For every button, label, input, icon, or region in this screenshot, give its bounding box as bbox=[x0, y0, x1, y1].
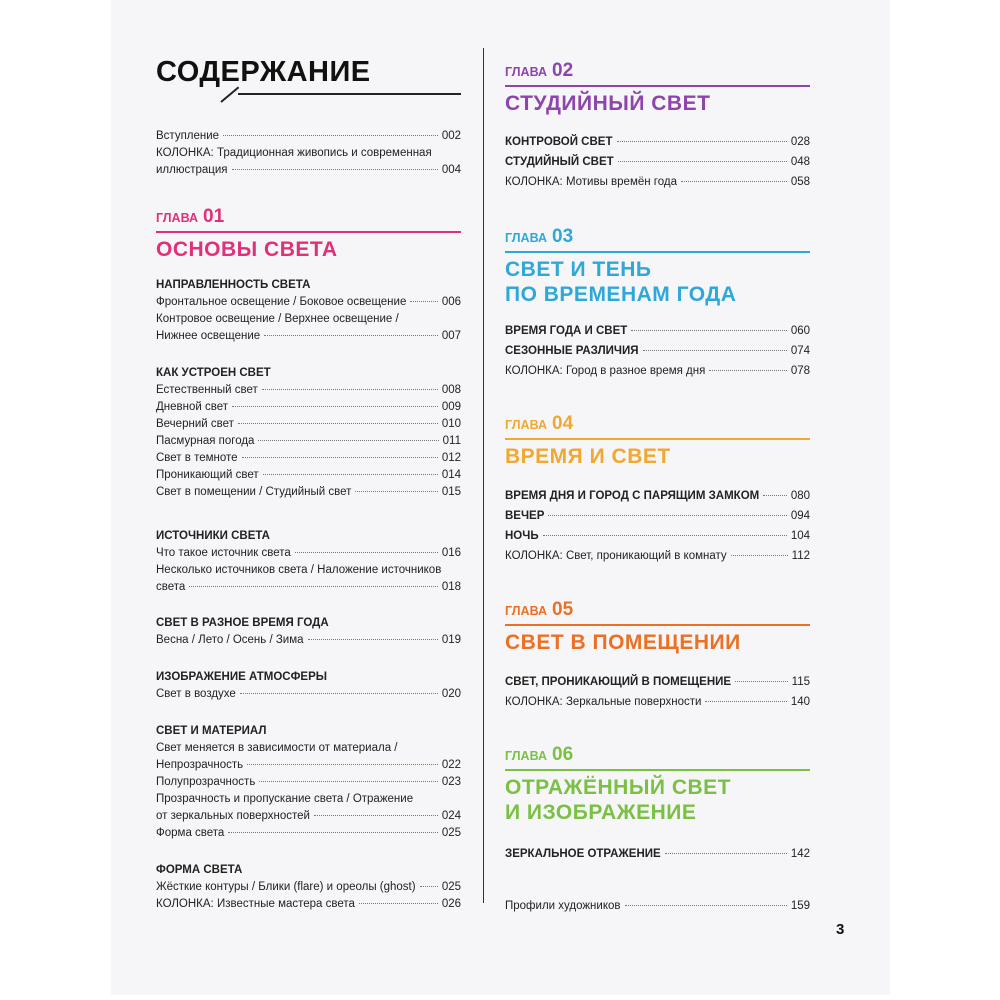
toc-entry[interactable]: Дневной свет 009 bbox=[156, 401, 461, 413]
entry-page: 159 bbox=[790, 900, 810, 912]
section-heading: ИЗОБРАЖЕНИЕ АТМОСФЕРЫ bbox=[156, 671, 327, 683]
chapter-number: 01 bbox=[203, 206, 225, 227]
chapter-title[interactable] bbox=[505, 257, 810, 307]
toc-entry[interactable] bbox=[505, 152, 810, 172]
chapter-title[interactable] bbox=[505, 775, 810, 825]
toc-entry[interactable]: Форма света 025 bbox=[156, 827, 461, 839]
entry-text: ВРЕМЯ ГОДА И СВЕТ bbox=[505, 325, 628, 337]
chapter-05-header bbox=[505, 599, 810, 655]
chapter-label bbox=[505, 413, 810, 435]
toc-entry[interactable]: Вечерний свет 010 bbox=[156, 418, 461, 430]
chapter-title-line: ПО ВРЕМЕНАМ ГОДА bbox=[505, 283, 737, 306]
chapter-label bbox=[505, 226, 810, 248]
chapter-03-header bbox=[505, 226, 810, 307]
entry-page: 060 bbox=[790, 325, 810, 337]
section-form bbox=[156, 861, 461, 913]
toc-entry[interactable]: Свет меняется в зависимости от материала / Непрозрачность 022 bbox=[156, 742, 461, 771]
section-heading: СВЕТ В РАЗНОЕ ВРЕМЯ ГОДА bbox=[156, 617, 329, 629]
section-light-sources bbox=[156, 527, 461, 596]
toc-entry[interactable] bbox=[505, 546, 810, 566]
entry-text: КОЛОНКА: Мотивы времён года bbox=[505, 176, 677, 188]
toc-entry[interactable]: Пасмурная погода 011 bbox=[156, 435, 461, 447]
entry-page: 080 bbox=[790, 490, 810, 502]
section-heading: СВЕТ И МАТЕРИАЛ bbox=[156, 725, 267, 737]
chapter-title-line: И ИЗОБРАЖЕНИЕ bbox=[505, 801, 697, 824]
toc-entry[interactable] bbox=[505, 341, 810, 361]
entry-text: Вступление bbox=[156, 130, 220, 142]
chapter-label bbox=[505, 599, 810, 621]
toc-entry[interactable]: Прозрачность и пропускание света / Отражение от зеркальных поверхностей 024 bbox=[156, 793, 461, 822]
section-heading: ФОРМА СВЕТА bbox=[156, 864, 243, 876]
entry-page: 028 bbox=[790, 136, 810, 148]
chapter-number: 03 bbox=[552, 226, 574, 247]
toc-entry[interactable]: Проникающий свет 014 bbox=[156, 469, 461, 481]
entry-text: Профили художников bbox=[505, 900, 621, 912]
chapter-title[interactable] bbox=[505, 91, 810, 116]
section-heading: НАПРАВЛЕННОСТЬ СВЕТА bbox=[156, 279, 311, 291]
chapter-word: ГЛАВА bbox=[505, 749, 548, 763]
chapter-title-line: ОСНОВЫ СВЕТА bbox=[156, 238, 338, 261]
entry-text: СВЕТ, ПРОНИКАЮЩИЙ В ПОМЕЩЕНИЕ bbox=[505, 676, 732, 688]
section-heading: ИСТОЧНИКИ СВЕТА bbox=[156, 530, 270, 542]
column-divider bbox=[483, 48, 484, 903]
chapter-title-line: СВЕТ И ТЕНЬ bbox=[505, 258, 652, 281]
section-seasons bbox=[156, 614, 461, 649]
entry-text-line1: КОЛОНКА: Традиционная живопись и современная bbox=[156, 147, 432, 159]
toc-entry[interactable] bbox=[505, 844, 810, 864]
chapter-word: ГЛАВА bbox=[505, 604, 548, 618]
chapter-title-line: СТУДИЙНЫЙ СВЕТ bbox=[505, 92, 711, 115]
chapter-06-contents bbox=[505, 844, 810, 864]
entry-page: 048 bbox=[790, 156, 810, 168]
chapter-05-contents bbox=[505, 672, 810, 712]
toc-entry[interactable] bbox=[505, 172, 810, 192]
chapter-number: 05 bbox=[552, 599, 574, 620]
entry-text: иллюстрация bbox=[156, 164, 228, 176]
entry-page: 142 bbox=[790, 848, 810, 860]
toc-entry[interactable] bbox=[505, 506, 810, 526]
toc-entry[interactable] bbox=[505, 692, 810, 712]
toc-entry[interactable] bbox=[505, 672, 810, 692]
chapter-rule bbox=[505, 438, 810, 440]
toc-entry[interactable]: Свет в воздухе 020 bbox=[156, 688, 461, 700]
chapter-04-header bbox=[505, 413, 810, 469]
section-heading: КАК УСТРОЕН СВЕТ bbox=[156, 367, 271, 379]
chapter-title-line: ОТРАЖЁННЫЙ СВЕТ bbox=[505, 776, 732, 799]
chapter-rule bbox=[505, 85, 810, 87]
chapter-04-contents bbox=[505, 486, 810, 566]
chapter-02-header bbox=[505, 60, 810, 116]
entry-page: 094 bbox=[790, 510, 810, 522]
toc-entry-intro[interactable] bbox=[156, 128, 461, 145]
entry-page: 112 bbox=[791, 550, 810, 562]
entry-page: 140 bbox=[790, 696, 810, 708]
toc-title: СОДЕРЖАНИЕ bbox=[156, 56, 371, 88]
chapter-title-line: СВЕТ В ПОМЕЩЕНИИ bbox=[505, 631, 741, 654]
entry-text: КОЛОНКА: Зеркальные поверхности bbox=[505, 696, 702, 708]
chapter-label bbox=[505, 60, 810, 82]
entry-page: 002 bbox=[441, 130, 461, 142]
toc-entry[interactable]: КОЛОНКА: Известные мастера света 026 bbox=[156, 898, 461, 910]
toc-entry[interactable] bbox=[505, 321, 810, 341]
toc-entry-artists[interactable] bbox=[505, 898, 810, 915]
entry-page: 074 bbox=[790, 345, 810, 357]
entry-text: НОЧЬ bbox=[505, 530, 539, 542]
entry-page: 115 bbox=[791, 676, 810, 688]
section-material bbox=[156, 722, 461, 842]
entry-page: 078 bbox=[790, 365, 810, 377]
chapter-03-contents bbox=[505, 321, 810, 381]
toc-entry[interactable]: Свет в помещении / Студийный свет 015 bbox=[156, 486, 461, 498]
toc-entry[interactable]: Свет в темноте 012 bbox=[156, 452, 461, 464]
chapter-title[interactable] bbox=[505, 630, 810, 655]
section-direction bbox=[156, 276, 461, 345]
toc-entry[interactable]: Что такое источник света 016 bbox=[156, 547, 461, 559]
toc-entry[interactable]: Весна / Лето / Осень / Зима 019 bbox=[156, 634, 461, 646]
entry-text: СТУДИЙНЫЙ СВЕТ bbox=[505, 156, 614, 168]
chapter-word: ГЛАВА bbox=[505, 231, 548, 245]
intro-block bbox=[156, 128, 461, 179]
toc-entry[interactable] bbox=[505, 526, 810, 546]
chapter-word: ГЛАВА bbox=[505, 65, 548, 79]
chapter-rule bbox=[505, 251, 810, 253]
chapter-label bbox=[156, 206, 461, 228]
entry-text: КОЛОНКА: Город в разное время дня bbox=[505, 365, 706, 377]
chapter-01-header bbox=[156, 206, 461, 262]
entry-page: 104 bbox=[790, 530, 810, 542]
chapter-word: ГЛАВА bbox=[156, 211, 199, 225]
chapter-rule bbox=[505, 624, 810, 626]
entry-text: ВЕЧЕР bbox=[505, 510, 545, 522]
chapter-title[interactable] bbox=[505, 444, 810, 469]
section-how-light-works bbox=[156, 364, 461, 501]
toc-entry-column[interactable] bbox=[156, 145, 461, 179]
toc-entry[interactable] bbox=[505, 361, 810, 381]
toc-entry[interactable]: Несколько источников света / Наложение источников света 018 bbox=[156, 564, 461, 593]
entry-text: КОНТРОВОЙ СВЕТ bbox=[505, 136, 613, 148]
title-rule bbox=[238, 93, 461, 95]
entry-text: СЕЗОННЫЕ РАЗЛИЧИЯ bbox=[505, 345, 639, 357]
toc-entry[interactable]: Естественный свет 008 bbox=[156, 384, 461, 396]
chapter-title-line: ВРЕМЯ И СВЕТ bbox=[505, 445, 671, 468]
entry-text: ВРЕМЯ ДНЯ И ГОРОД С ПАРЯЩИМ ЗАМКОМ bbox=[505, 490, 760, 502]
chapter-number: 04 bbox=[552, 413, 574, 434]
toc-entry[interactable]: Жёсткие контуры / Блики (flare) и ореолы (ghost) 025 bbox=[156, 881, 461, 893]
toc-entry[interactable]: Полупрозрачность 023 bbox=[156, 776, 461, 788]
artists-block bbox=[505, 898, 810, 915]
section-atmosphere bbox=[156, 668, 461, 703]
page-number: 3 bbox=[836, 921, 845, 938]
chapter-number: 02 bbox=[552, 60, 574, 81]
chapter-06-header bbox=[505, 744, 810, 825]
toc-entry[interactable]: Контровое освещение / Верхнее освещение / Нижнее освещение 007 bbox=[156, 313, 461, 342]
entry-text: ЗЕРКАЛЬНОЕ ОТРАЖЕНИЕ bbox=[505, 848, 661, 860]
toc-entry[interactable]: Фронтальное освещение / Боковое освещение 006 bbox=[156, 296, 461, 308]
chapter-number: 06 bbox=[552, 744, 574, 765]
chapter-02-contents bbox=[505, 132, 810, 192]
toc-entry[interactable] bbox=[505, 486, 810, 506]
chapter-label bbox=[505, 744, 810, 766]
entry-text: КОЛОНКА: Свет, проникающий в комнату bbox=[505, 550, 727, 562]
chapter-title[interactable] bbox=[156, 237, 461, 262]
entry-page: 058 bbox=[790, 176, 810, 188]
entry-page: 004 bbox=[441, 164, 461, 176]
chapter-rule bbox=[156, 231, 461, 233]
toc-entry[interactable] bbox=[505, 132, 810, 152]
chapter-rule bbox=[505, 769, 810, 771]
chapter-word: ГЛАВА bbox=[505, 418, 548, 432]
